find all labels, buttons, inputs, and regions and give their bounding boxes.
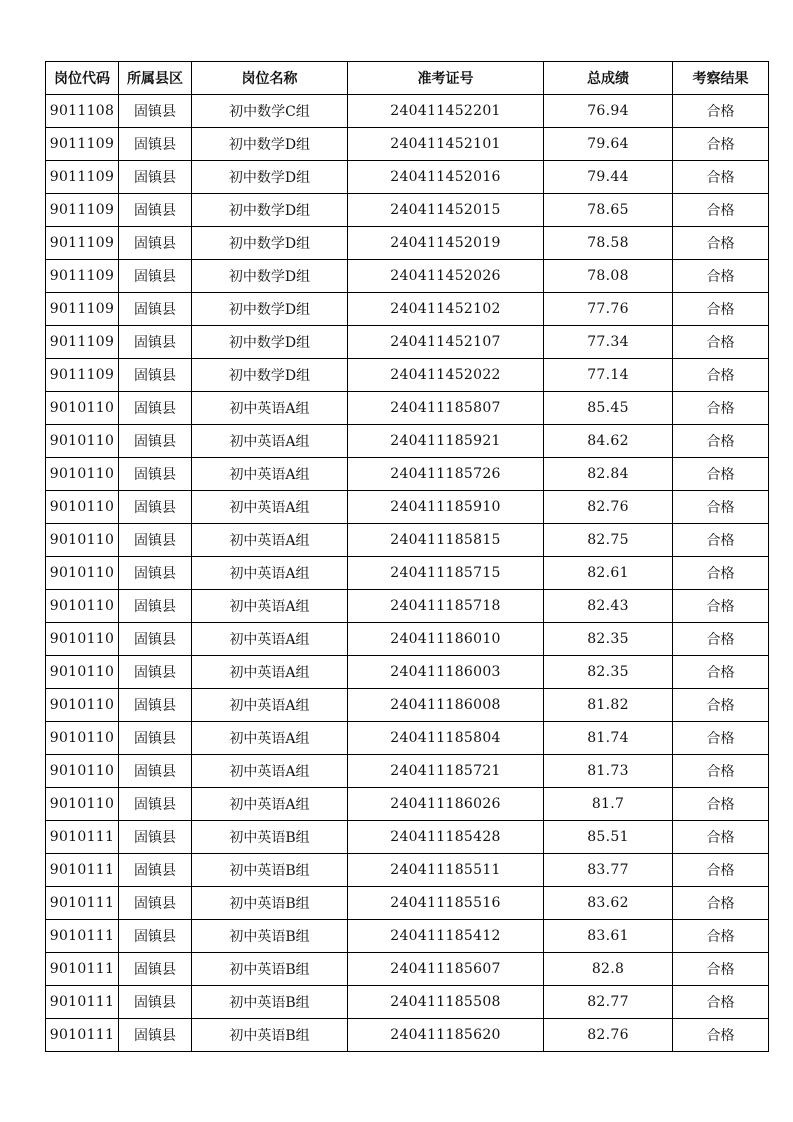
inspection-result-cell: 合格: [673, 689, 769, 722]
total-score-cell: 82.84: [544, 458, 673, 491]
position-code-cell: 9010110: [46, 755, 119, 788]
county-cell: 固镇县: [119, 128, 192, 161]
inspection-result-cell: 合格: [673, 887, 769, 920]
position-code-cell: 9010110: [46, 656, 119, 689]
position-code-cell: 9010110: [46, 788, 119, 821]
position-name-cell: 初中数学D组: [192, 161, 348, 194]
position-code-cell: 9010110: [46, 392, 119, 425]
county-cell: 固镇县: [119, 920, 192, 953]
position-code-cell: 9010111: [46, 920, 119, 953]
total-score-cell: 84.62: [544, 425, 673, 458]
position-code-cell: 9011109: [46, 161, 119, 194]
county-cell: 固镇县: [119, 590, 192, 623]
inspection-result-cell: 合格: [673, 623, 769, 656]
county-cell: 固镇县: [119, 986, 192, 1019]
county-cell: 固镇县: [119, 722, 192, 755]
inspection-result-cell: 合格: [673, 821, 769, 854]
total-score-cell: 82.43: [544, 590, 673, 623]
table-row: [46, 821, 769, 854]
table-row: [46, 854, 769, 887]
total-score-cell: 83.77: [544, 854, 673, 887]
position-name-cell: 初中英语A组: [192, 557, 348, 590]
total-score-cell: 82.61: [544, 557, 673, 590]
position-name-cell: 初中数学D组: [192, 326, 348, 359]
position-name-cell: 初中数学D组: [192, 359, 348, 392]
table-row: [46, 788, 769, 821]
inspection-result-cell: 合格: [673, 590, 769, 623]
total-score-cell: 82.77: [544, 986, 673, 1019]
header-ticket-number: 准考证号: [348, 62, 544, 95]
inspection-result-cell: 合格: [673, 227, 769, 260]
ticket-number-cell: 240411185815: [348, 524, 544, 557]
position-name-cell: 初中英语A组: [192, 788, 348, 821]
ticket-number-cell: 240411186026: [348, 788, 544, 821]
county-cell: 固镇县: [119, 689, 192, 722]
county-cell: 固镇县: [119, 194, 192, 227]
position-code-cell: 9010111: [46, 986, 119, 1019]
county-cell: 固镇县: [119, 557, 192, 590]
position-code-cell: 9010110: [46, 524, 119, 557]
ticket-number-cell: 240411452019: [348, 227, 544, 260]
position-code-cell: 9010110: [46, 689, 119, 722]
position-code-cell: 9010110: [46, 557, 119, 590]
county-cell: 固镇县: [119, 458, 192, 491]
total-score-cell: 83.62: [544, 887, 673, 920]
total-score-cell: 79.44: [544, 161, 673, 194]
total-score-cell: 81.74: [544, 722, 673, 755]
total-score-cell: 82.8: [544, 953, 673, 986]
header-position-name: 岗位名称: [192, 62, 348, 95]
county-cell: 固镇县: [119, 623, 192, 656]
position-name-cell: 初中英语B组: [192, 986, 348, 1019]
position-name-cell: 初中英语B组: [192, 821, 348, 854]
inspection-result-cell: 合格: [673, 194, 769, 227]
table-body: [46, 95, 769, 1052]
county-cell: 固镇县: [119, 755, 192, 788]
position-name-cell: 初中英语A组: [192, 524, 348, 557]
table-row: [46, 425, 769, 458]
position-code-cell: 9010111: [46, 854, 119, 887]
ticket-number-cell: 240411186003: [348, 656, 544, 689]
table-row: [46, 359, 769, 392]
table-row: [46, 656, 769, 689]
position-code-cell: 9010110: [46, 425, 119, 458]
ticket-number-cell: 240411185511: [348, 854, 544, 887]
total-score-cell: 78.58: [544, 227, 673, 260]
ticket-number-cell: 240411185508: [348, 986, 544, 1019]
county-cell: 固镇县: [119, 359, 192, 392]
position-code-cell: 9010111: [46, 1019, 119, 1052]
inspection-result-cell: 合格: [673, 953, 769, 986]
total-score-cell: 77.14: [544, 359, 673, 392]
county-cell: 固镇县: [119, 1019, 192, 1052]
county-cell: 固镇县: [119, 95, 192, 128]
position-name-cell: 初中数学D组: [192, 194, 348, 227]
position-name-cell: 初中英语B组: [192, 887, 348, 920]
table-row: [46, 689, 769, 722]
total-score-cell: 81.7: [544, 788, 673, 821]
county-cell: 固镇县: [119, 821, 192, 854]
county-cell: 固镇县: [119, 227, 192, 260]
position-code-cell: 9010110: [46, 623, 119, 656]
inspection-result-cell: 合格: [673, 557, 769, 590]
total-score-cell: 82.76: [544, 491, 673, 524]
table-row: [46, 293, 769, 326]
inspection-result-cell: 合格: [673, 260, 769, 293]
ticket-number-cell: 240411185607: [348, 953, 544, 986]
ticket-number-cell: 240411186008: [348, 689, 544, 722]
ticket-number-cell: 240411185412: [348, 920, 544, 953]
position-code-cell: 9011109: [46, 293, 119, 326]
position-name-cell: 初中英语A组: [192, 590, 348, 623]
position-code-cell: 9010110: [46, 458, 119, 491]
table-row: [46, 458, 769, 491]
county-cell: 固镇县: [119, 326, 192, 359]
table-row: [46, 557, 769, 590]
position-name-cell: 初中英语A组: [192, 755, 348, 788]
position-name-cell: 初中数学D组: [192, 227, 348, 260]
position-code-cell: 9011109: [46, 227, 119, 260]
position-name-cell: 初中英语A组: [192, 656, 348, 689]
position-code-cell: 9011109: [46, 326, 119, 359]
inspection-result-cell: 合格: [673, 1019, 769, 1052]
header-position-code: 岗位代码: [46, 62, 119, 95]
total-score-cell: 85.45: [544, 392, 673, 425]
inspection-result-cell: 合格: [673, 986, 769, 1019]
header-county: 所属县区: [119, 62, 192, 95]
position-name-cell: 初中数学D组: [192, 128, 348, 161]
position-code-cell: 9011109: [46, 260, 119, 293]
table-row: [46, 887, 769, 920]
position-code-cell: 9010111: [46, 887, 119, 920]
position-code-cell: 9010110: [46, 590, 119, 623]
position-code-cell: 9010111: [46, 821, 119, 854]
total-score-cell: 82.76: [544, 1019, 673, 1052]
total-score-cell: 83.61: [544, 920, 673, 953]
inspection-result-cell: 合格: [673, 458, 769, 491]
inspection-result-cell: 合格: [673, 128, 769, 161]
inspection-result-cell: 合格: [673, 524, 769, 557]
ticket-number-cell: 240411185428: [348, 821, 544, 854]
inspection-result-cell: 合格: [673, 920, 769, 953]
inspection-result-cell: 合格: [673, 722, 769, 755]
inspection-result-cell: 合格: [673, 425, 769, 458]
ticket-number-cell: 240411185516: [348, 887, 544, 920]
table-row: [46, 194, 769, 227]
position-name-cell: 初中数学C组: [192, 95, 348, 128]
total-score-cell: 79.64: [544, 128, 673, 161]
county-cell: 固镇县: [119, 161, 192, 194]
inspection-result-cell: 合格: [673, 491, 769, 524]
position-name-cell: 初中英语B组: [192, 920, 348, 953]
table-row: [46, 920, 769, 953]
table-row: [46, 260, 769, 293]
inspection-result-cell: 合格: [673, 755, 769, 788]
county-cell: 固镇县: [119, 524, 192, 557]
position-name-cell: 初中英语A组: [192, 392, 348, 425]
position-name-cell: 初中英语A组: [192, 458, 348, 491]
table-row: [46, 722, 769, 755]
results-table: [45, 61, 769, 1052]
table-row: [46, 524, 769, 557]
ticket-number-cell: 240411452016: [348, 161, 544, 194]
position-code-cell: 9010111: [46, 953, 119, 986]
table-row: [46, 392, 769, 425]
inspection-result-cell: 合格: [673, 392, 769, 425]
inspection-result-cell: 合格: [673, 359, 769, 392]
table-row: [46, 590, 769, 623]
total-score-cell: 78.65: [544, 194, 673, 227]
inspection-result-cell: 合格: [673, 788, 769, 821]
position-name-cell: 初中英语A组: [192, 491, 348, 524]
position-name-cell: 初中英语B组: [192, 1019, 348, 1052]
ticket-number-cell: 240411186010: [348, 623, 544, 656]
county-cell: 固镇县: [119, 854, 192, 887]
position-code-cell: 9011108: [46, 95, 119, 128]
ticket-number-cell: 240411185804: [348, 722, 544, 755]
inspection-result-cell: 合格: [673, 95, 769, 128]
county-cell: 固镇县: [119, 425, 192, 458]
inspection-result-cell: 合格: [673, 293, 769, 326]
header-total-score: 总成绩: [544, 62, 673, 95]
position-name-cell: 初中英语B组: [192, 854, 348, 887]
position-code-cell: 9011109: [46, 194, 119, 227]
ticket-number-cell: 240411452201: [348, 95, 544, 128]
county-cell: 固镇县: [119, 392, 192, 425]
total-score-cell: 82.75: [544, 524, 673, 557]
total-score-cell: 78.08: [544, 260, 673, 293]
table-row: [46, 227, 769, 260]
ticket-number-cell: 240411185620: [348, 1019, 544, 1052]
table-row: [46, 623, 769, 656]
table-row: [46, 986, 769, 1019]
ticket-number-cell: 240411452022: [348, 359, 544, 392]
table-row: [46, 755, 769, 788]
position-name-cell: 初中数学D组: [192, 260, 348, 293]
header-row: [46, 62, 769, 95]
position-name-cell: 初中英语A组: [192, 425, 348, 458]
total-score-cell: 82.35: [544, 656, 673, 689]
county-cell: 固镇县: [119, 293, 192, 326]
total-score-cell: 77.34: [544, 326, 673, 359]
total-score-cell: 85.51: [544, 821, 673, 854]
ticket-number-cell: 240411185718: [348, 590, 544, 623]
ticket-number-cell: 240411452107: [348, 326, 544, 359]
position-name-cell: 初中英语B组: [192, 953, 348, 986]
table-header: [46, 62, 769, 95]
inspection-result-cell: 合格: [673, 326, 769, 359]
total-score-cell: 81.73: [544, 755, 673, 788]
position-name-cell: 初中英语A组: [192, 722, 348, 755]
ticket-number-cell: 240411185921: [348, 425, 544, 458]
county-cell: 固镇县: [119, 887, 192, 920]
ticket-number-cell: 240411452101: [348, 128, 544, 161]
position-code-cell: 9010110: [46, 491, 119, 524]
county-cell: 固镇县: [119, 656, 192, 689]
table-row: [46, 95, 769, 128]
position-code-cell: 9011109: [46, 359, 119, 392]
table-row: [46, 953, 769, 986]
county-cell: 固镇县: [119, 491, 192, 524]
ticket-number-cell: 240411185721: [348, 755, 544, 788]
ticket-number-cell: 240411185807: [348, 392, 544, 425]
inspection-result-cell: 合格: [673, 656, 769, 689]
header-inspection-result: 考察结果: [673, 62, 769, 95]
table-row: [46, 491, 769, 524]
ticket-number-cell: 240411452102: [348, 293, 544, 326]
ticket-number-cell: 240411185715: [348, 557, 544, 590]
total-score-cell: 77.76: [544, 293, 673, 326]
total-score-cell: 81.82: [544, 689, 673, 722]
ticket-number-cell: 240411452026: [348, 260, 544, 293]
position-code-cell: 9010110: [46, 722, 119, 755]
position-code-cell: 9011109: [46, 128, 119, 161]
county-cell: 固镇县: [119, 788, 192, 821]
ticket-number-cell: 240411185726: [348, 458, 544, 491]
table-row: [46, 326, 769, 359]
table-row: [46, 1019, 769, 1052]
table-row: [46, 161, 769, 194]
position-name-cell: 初中数学D组: [192, 293, 348, 326]
ticket-number-cell: 240411452015: [348, 194, 544, 227]
table-row: [46, 128, 769, 161]
inspection-result-cell: 合格: [673, 161, 769, 194]
position-name-cell: 初中英语A组: [192, 623, 348, 656]
county-cell: 固镇县: [119, 953, 192, 986]
position-name-cell: 初中英语A组: [192, 689, 348, 722]
county-cell: 固镇县: [119, 260, 192, 293]
ticket-number-cell: 240411185910: [348, 491, 544, 524]
total-score-cell: 76.94: [544, 95, 673, 128]
total-score-cell: 82.35: [544, 623, 673, 656]
inspection-result-cell: 合格: [673, 854, 769, 887]
